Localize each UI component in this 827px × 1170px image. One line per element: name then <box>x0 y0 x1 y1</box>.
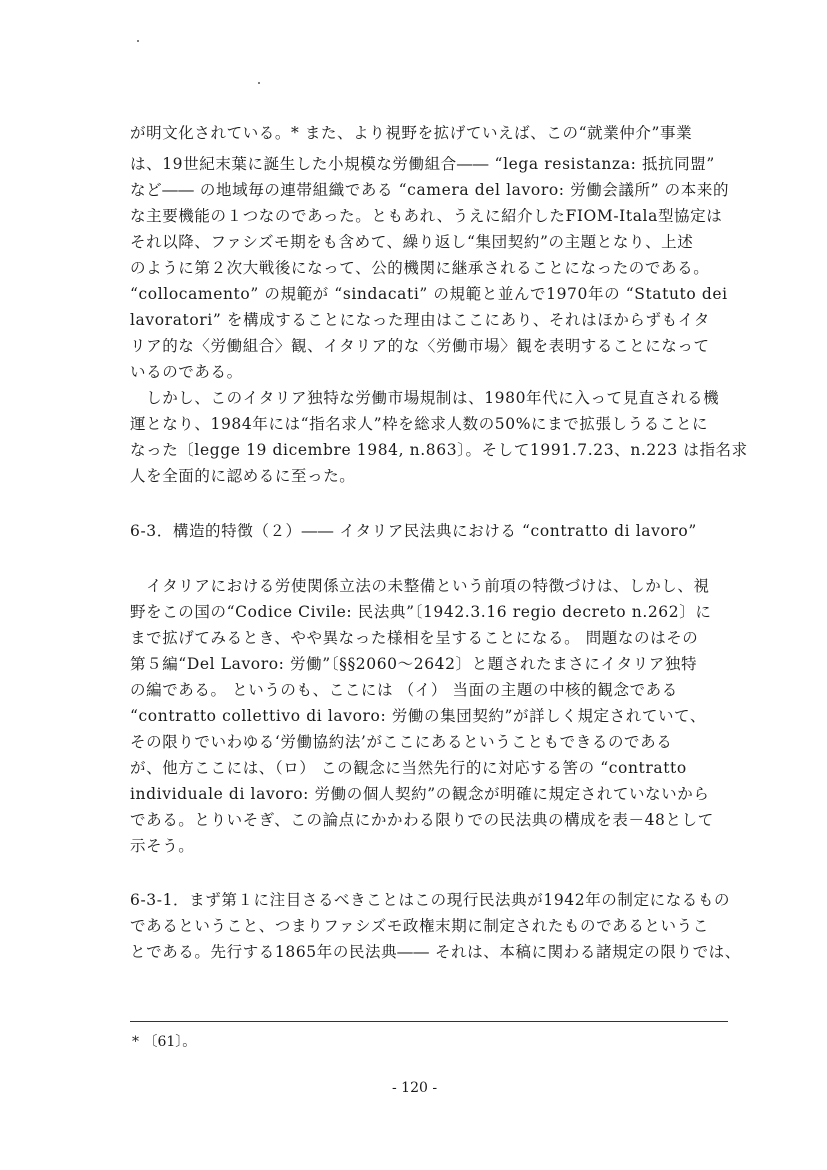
body-line-17: 野をこの国の“Codice Civile: 民法典”〔1942.3.16 regio decreto n.262〕に <box>130 603 712 621</box>
body-line-11: しかし、このイタリア独特な労働市場規制は、1980年代に入って見直される機 <box>130 389 720 407</box>
subsection-line-3: とである。先行する1865年の民法典―― それは、本稿に関わる諸規定の限りでは、 <box>130 943 741 961</box>
subsection-line-1: 6-3-1．まず第１に注目さるべきことはこの現行民法典が1942年の制定になるもの <box>130 891 731 909</box>
body-line-9: リア的な〈労働組合〉観、イタリア的な〈労働市場〉観を表明することになって <box>130 337 710 355</box>
section-heading: 6-3．構造的特徴（２）―― イタリア民法典における “contratto di lavoro” <box>130 522 697 540</box>
scan-speck <box>258 82 260 84</box>
body-line-4: な主要機能の１つなのであった。ともあれ、うえに紹介したFIOM-Itala型協定は <box>130 207 723 225</box>
body-line-8: lavoratori” を構成することになった理由はここにあり、それはほからずもイタ <box>130 311 710 329</box>
body-line-21: “contratto collettivo di lavoro: 労働の集団契約”が詳しく規定されていて、 <box>130 707 706 725</box>
body-line-24: individuale di lavoro: 労働の個人契約”の観念が明確に規定されていないから <box>130 785 710 803</box>
body-line-25: である。とりいそぎ、この論点にかかわる限りでの民法典の構成を表－48として <box>130 811 714 829</box>
body-line-20: の編である。 というのも、ここには （イ） 当面の主題の中核的観念である <box>130 681 678 699</box>
body-line-10: いるのである。 <box>130 363 243 381</box>
body-line-16: イタリアにおける労使関係立法の未整備という前項の特徴づけは、しかし、視 <box>130 577 710 595</box>
body-line-22: その限りでいわゆる‘労働協約法’がここにあるということもできるのである <box>130 733 673 751</box>
body-line-26: 示そう。 <box>130 837 195 855</box>
body-line-13: なった〔legge 19 dicembre 1984, n.863〕。そして1991.7.23、n.223 は指名求 <box>130 441 748 459</box>
footnote: * 〔61〕。 <box>132 1034 197 1050</box>
body-line-23: が、他方ここには、（ロ） この観念に当然先行的に対応する筈の “contratto <box>130 759 687 777</box>
body-line-18: まで拡げてみるとき、やや異なった様相を呈することになる。 問題なのはその <box>130 629 699 647</box>
body-line-14: 人を全面的に認めるに至った。 <box>130 467 356 485</box>
footnote-divider <box>130 1021 728 1022</box>
body-line-7: “collocamento” の規範が “sindacati” の規範と並んで1970年の “Statuto dei <box>130 285 728 303</box>
body-line-19: 第５編“Del Lavoro: 労働”〔§§2060～2642〕と題されたまさにイタリア独特 <box>130 655 698 673</box>
body-line-5: それ以降、ファシズモ期をも含めて、繰り返し“集団契約”の主題となり、上述 <box>130 233 694 251</box>
body-line-6: のように第２次大戦後になって、公的機関に継承されることになったのである。 <box>130 259 710 277</box>
body-line-2: は、19世紀末葉に誕生した小規模な労働組合―― “lega resistanza: 抵抗同盟” <box>130 155 715 173</box>
page-number: - 120 - <box>392 1080 438 1096</box>
body-line-1: が明文化されている。* また、より視野を拡げていえば、この“就業仲介”事業 <box>130 124 693 142</box>
body-line-12: 運となり、1984年には“指名求人”枠を総求人数の50%にまで拡張しうることに <box>130 415 709 433</box>
subsection-line-2: であるということ、つまりファシズモ政権末期に制定されたものであるというこ <box>130 917 709 935</box>
scan-speck <box>137 40 139 42</box>
body-line-3: など―― の地域毎の連帯組織である “camera del lavoro: 労働会議所” の本来的 <box>130 181 730 199</box>
